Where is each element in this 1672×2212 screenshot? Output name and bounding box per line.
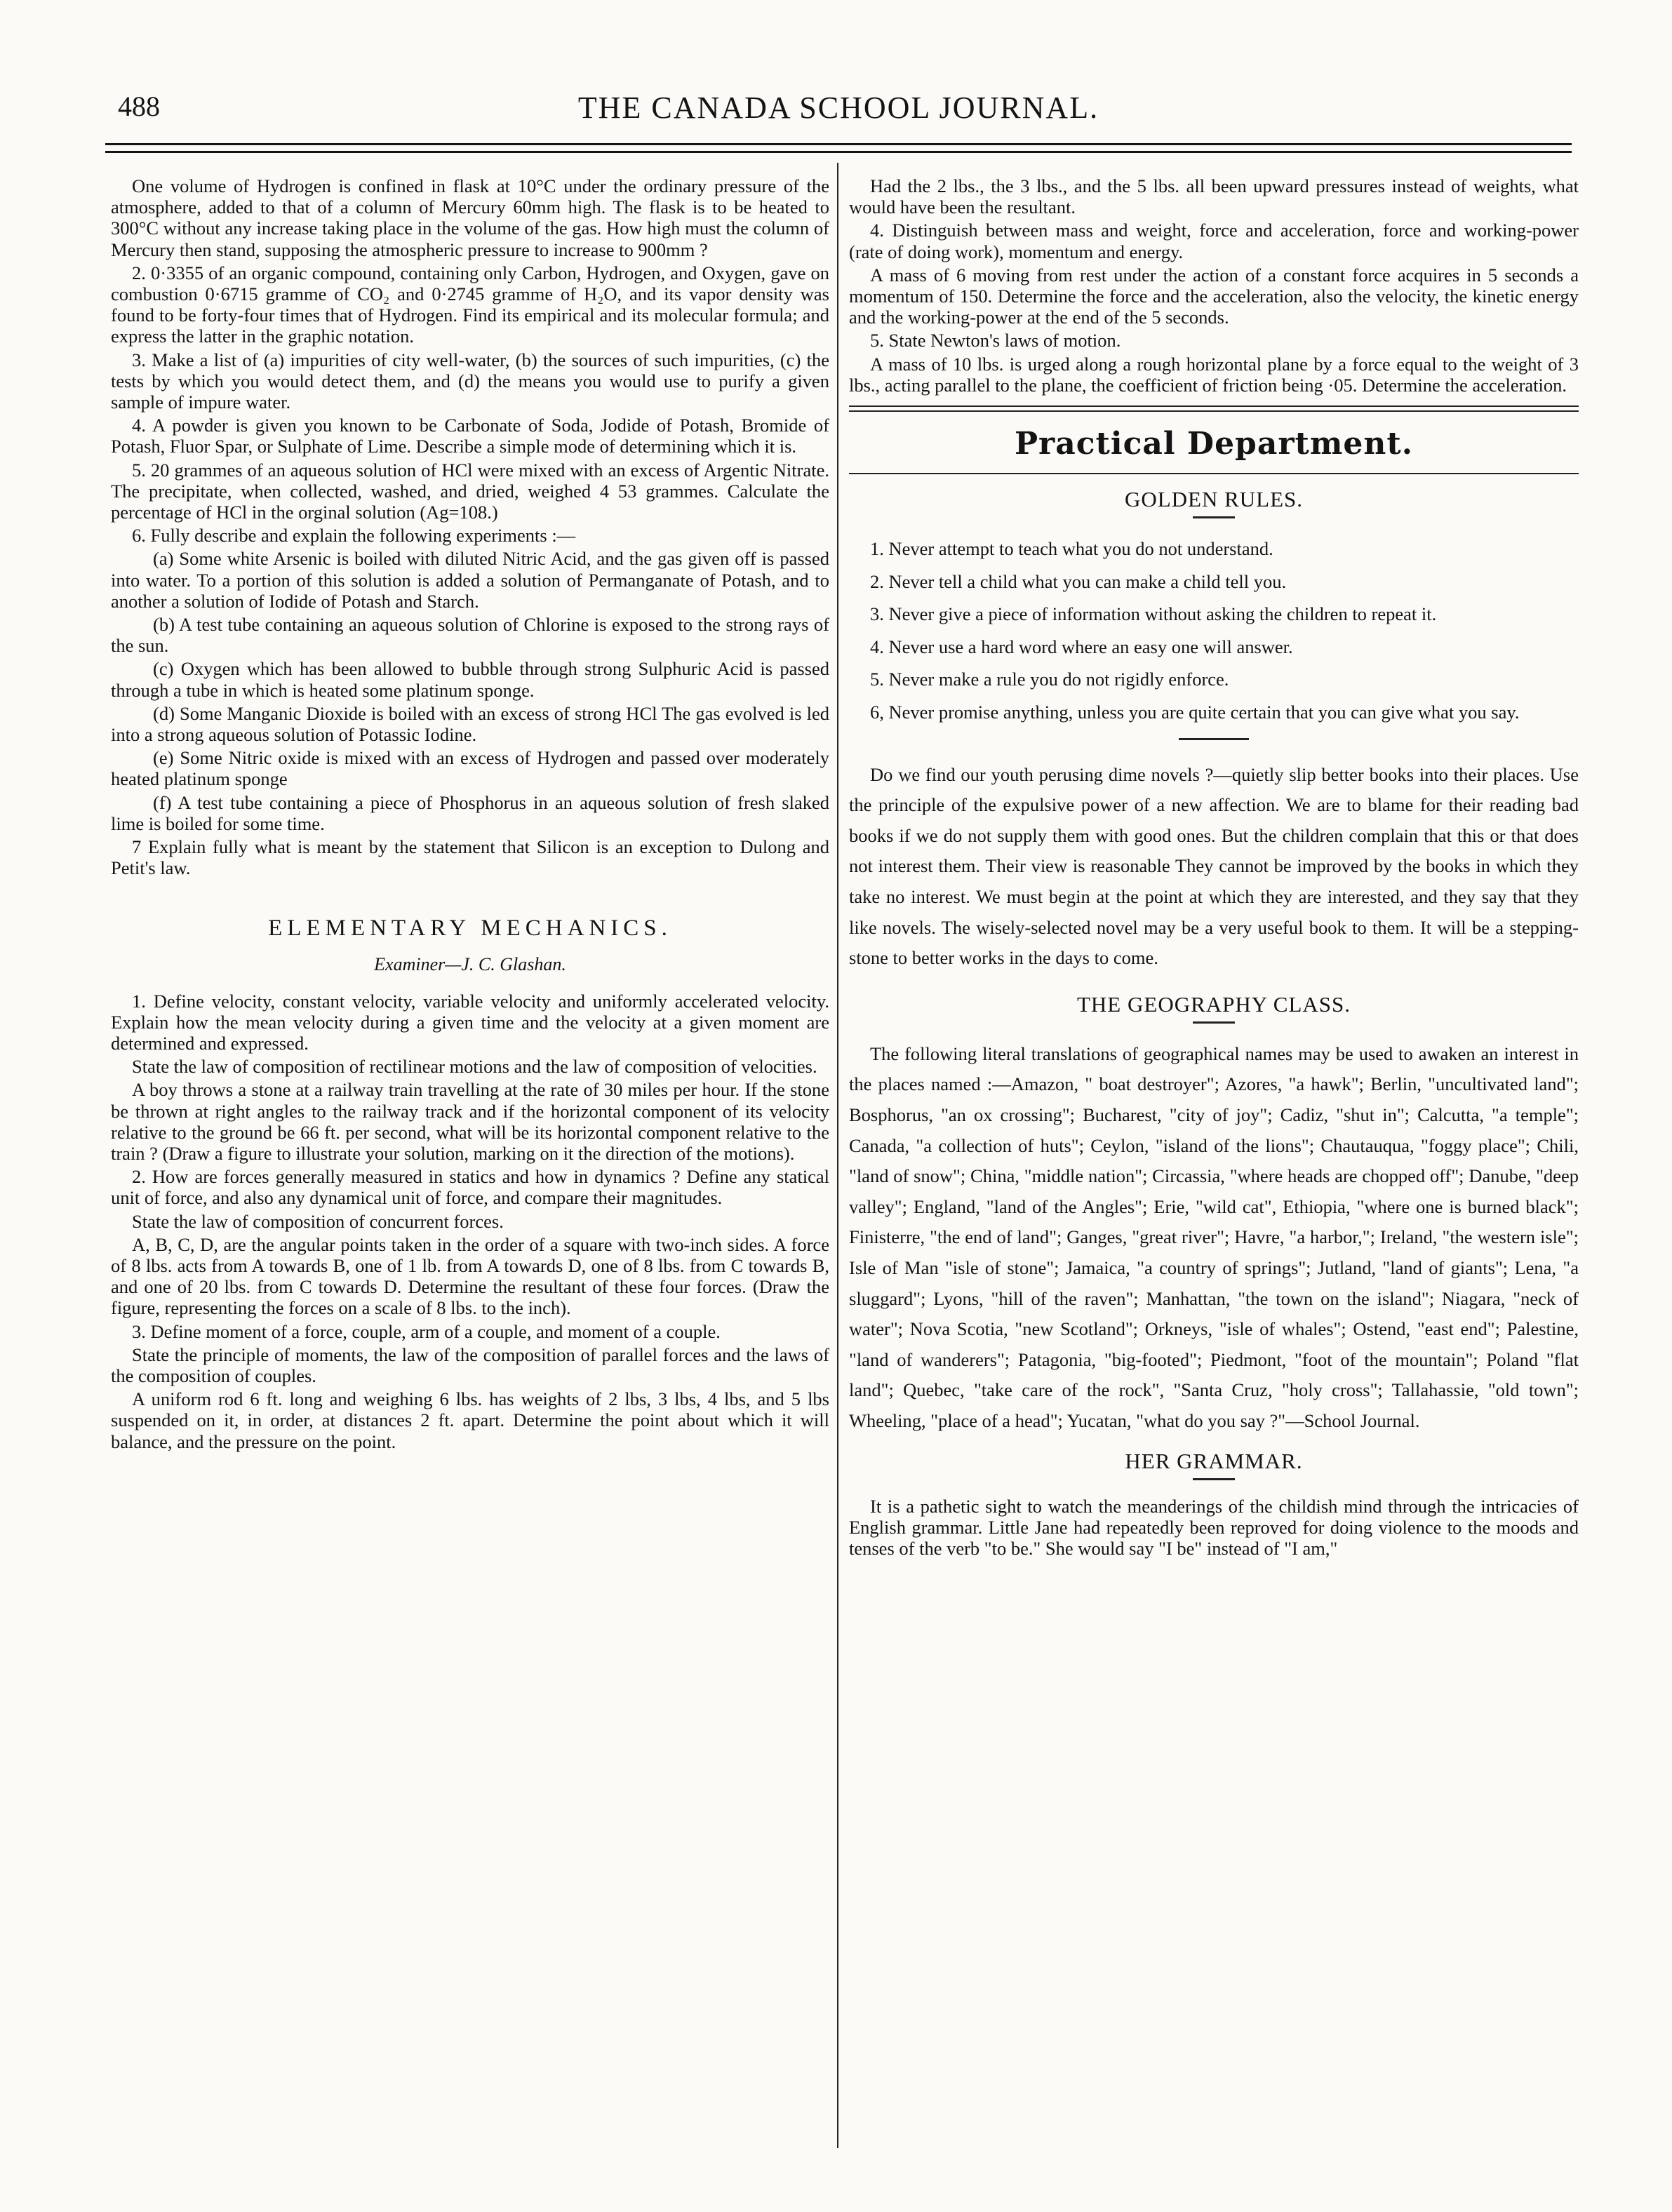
chem-question-5: 5. 20 grammes of an aqueous solution of HCl were mixed with an excess of Argentic Nitrate. The precipitate, when collected, washed, and dried, weighed 4 53 grammes. Calculate the percentage of HCl in the orginal solution (Ag=108.) <box>111 459 829 523</box>
golden-rule: 5. Never make a rule you do not rigidly enforce. <box>870 669 1229 690</box>
heading-dash <box>1193 516 1235 518</box>
golden-rule: 1. Never attempt to teach what you do not understand. <box>870 538 1273 560</box>
mechanics-heading: ELEMENTARY MECHANICS. <box>268 915 672 941</box>
geography-paragraph: The following literal translations of geographical names may be used to awaken an interest in the places named :—Amazon, " boat destroyer"; Azores, "a hawk"; Berlin, "uncultivated land"; Bosphorus, "an ox crossing"; Bucharest, "city of joy"; Cadiz, "shut in"; Calcutta, "a temple"; Canada, "a collection of huts"; Ceylon, "island of the lions"; Chautauqua, "foggy place"; Chili, "land of snow"; China, "middle nation"; Circassia, "where heads are chopped off"; Danube, "deep valley"; England, "land of the Angles"; Erie, "wild cat", Ethiopia, "where one is burned black"; Finisterre, "the end of land"; Ganges, "great river"; Havre, "a harbor,"; Ireland, "the western isle"; Isle of Man "isle of stone"; Jamaica, "a country of springs"; Jutland, "land of giants"; Lena, "a sluggard"; Lyons, "hill of the raven"; Manhattan, "the town on the island"; Niagara, "neck of water"; Nova Scotia, "new Scotland"; Orkneys, "isle of whales"; Ostend, "east end"; Palestine, "land of wanderers"; Patagonia, "big-footed"; Piedmont, "foot of the mountain"; Poland "flat land"; Quebec, "take care of the rock", "Santa Cruz, "holy cross"; Tallahassie, "old town"; Wheeling, "place of a head"; Yucatan, "what do you say ?"—School Journal. <box>849 1043 1579 1431</box>
chem-question-1: One volume of Hydrogen is confined in flask at 10°C under the ordinary pressure of the atmosphere, added to that of a column of Mercury 60mm high. The flask is to be heated to 300°C without any increase taking place in the volume of the gas. How high must the column of Mercury then stand, supposing the atmospheric pressure to increase to 900mm ? <box>111 175 829 260</box>
golden-rules-heading: GOLDEN RULES. <box>1124 487 1304 512</box>
chem-experiment-c: (c) Oxygen which has been allowed to bubble through strong Sulphuric Acid is passed through a tube in which is heated some platinum sponge. <box>111 658 829 701</box>
mech-paragraph: State the law of composition of rectilinear motions and the law of composition of velocities. <box>132 1056 817 1078</box>
chem-experiment-b: (b) A test tube containing an aqueous solution of Chlorine is exposed to the strong rays of the sun. <box>111 614 829 657</box>
mechanics-examiner: Examiner—J. C. Glashan. <box>374 953 566 974</box>
golden-rules-list <box>849 534 1579 728</box>
golden-rule: 6, Never promise anything, unless you are quite certain that you can give what you say. <box>870 702 1520 723</box>
header-rule-top <box>105 143 1572 145</box>
chem-experiment-d: (d) Some Manganic Dioxide is boiled with an excess of strong HCl The gas evolved is led into a strong aqueous solution of Potassic Iodine. <box>111 702 829 746</box>
geography-heading: THE GEOGRAPHY CLASS. <box>1076 991 1351 1017</box>
chem-experiment-f: (f) A test tube containing a piece of Phosphorus in an aqueous solution of fresh slaked lime is boiled for some time. <box>111 791 829 834</box>
chem-question-7: 7 Explain fully what is meant by the statement that Silicon is an exception to Dulong and Petit's law. <box>111 836 829 879</box>
department-heading: Practical Department. <box>1014 426 1414 462</box>
golden-rule: 4. Never use a hard word where an easy one will answer. <box>870 636 1293 657</box>
right-column <box>849 175 1579 1561</box>
mech-paragraph: State the law of composition of concurrent forces. <box>132 1210 504 1232</box>
chem-experiment-a: (a) Some white Arsenic is boiled with diluted Nitric Acid, and the gas given off is passed into water. To a portion of this solution is added a solution of Permanganate of Potash, and to another a solution of Iodide of Potash and Starch. <box>111 548 829 612</box>
chem-question-2: 2. 0·3355 of an organic compound, containing only Carbon, Hydrogen, and Oxygen, gave on combustion 0·6715 gramme of CO₂ and 0·2745 gramme of H₂O, and its vapor density was found to be forty-four times that of Hydrogen. Find its empirical and its molecular formula; and express the latter in the graphic notation. <box>111 262 829 347</box>
department-rule-bottom <box>849 473 1579 474</box>
chem-question-6: 6. Fully describe and explain the following experiments :— <box>132 525 576 547</box>
journal-title: THE CANADA SCHOOL JOURNAL. <box>577 91 1099 125</box>
left-column <box>111 175 829 1454</box>
mech-paragraph: State the principle of moments, the law of the composition of parallel forces and the laws of the composition of couples. <box>111 1343 829 1386</box>
mech-paragraph: 3. Define moment of a force, couple, arm of a couple, and moment of a couple. <box>132 1320 721 1342</box>
mech-continued: Had the 2 lbs., the 3 lbs., and the 5 lbs. all been upward pressures instead of weights, what would have been the resultant. <box>849 175 1579 218</box>
heading-dash <box>1193 1021 1235 1024</box>
heading-dash <box>1193 1478 1235 1480</box>
mech-continued: A mass of 10 lbs. is urged along a rough horizontal plane by a force equal to the weight of 3 lbs., acting parallel to the plane, the coefficient of friction being ·05. Determine the acceleration. <box>849 353 1579 396</box>
page-header <box>105 90 1572 132</box>
page-number: 488 <box>118 91 160 122</box>
chem-experiment-e: (e) Some Nitric oxide is mixed with an excess of Hydrogen and passed over moderately heated platinum sponge <box>111 747 829 790</box>
chem-question-4: 4. A powder is given you known to be Carbonate of Soda, Jodide of Potash, Bromide of Potash, Fluor Spar, or Sulphate of Lime. Describe a simple mode of determining which it is. <box>111 415 829 457</box>
golden-rule: 3. Never give a piece of information without asking the children to repeat it. <box>870 603 1437 625</box>
mech-paragraph: A uniform rod 6 ft. long and weighing 6 lbs. has weights of 2 lbs, 3 lbs, 4 lbs, and 5 lbs suspended on it, in order, at distances 2 ft. apart. Determine the point about which it will balance, and the pressure on the point. <box>111 1388 829 1452</box>
mech-paragraph: A boy throws a stone at a railway train travelling at the rate of 30 miles per hour. If the stone be thrown at right angles to the railway track and if the horizontal component of its velocity relative to the ground be 66 ft. per second, what will be its horizontal component relative to the train ? (Draw a figure to illustrate your solution, marking on it the direction of the motions). <box>111 1079 829 1164</box>
mech-continued: 5. State Newton's laws of motion. <box>870 330 1121 351</box>
mech-continued: A mass of 6 moving from rest under the action of a constant force acquires in 5 seconds a momentum of 150. Determine the force and the acceleration, also the velocity, the kinetic energy and the working-power at the end of the 5 seconds. <box>849 264 1579 328</box>
department-rule-top-2 <box>849 410 1579 412</box>
mech-paragraph: 1. Define velocity, constant velocity, variable velocity and uniformly accelerated velocity. Explain how the mean velocity during a given time and the velocity at a given moment are determined and expressed. <box>111 990 829 1054</box>
section-divider <box>1179 738 1249 740</box>
mech-paragraph: A, B, C, D, are the angular points taken in the order of a square with two-inch sides. A force of 8 lbs. acts from A towards B, one of 1 lb. from A towards D, one of 8 lbs. from C towards B, and one of 20 lbs. from C towards D. Determine the resultant of these four forces. (Draw the figure, representing the forces on a scale of 8 lbs. to the inch). <box>111 1233 829 1319</box>
header-rule-bottom <box>105 151 1572 153</box>
column-divider <box>837 163 838 2148</box>
grammar-paragraph: It is a pathetic sight to watch the meanderings of the childish mind through the intricacies of English grammar. Little Jane had repeatedly been reproved for doing violence to the moods and tenses of the verb "to be." She would say "I be" instead of "I am," <box>849 1496 1579 1560</box>
mech-continued: 4. Distinguish between mass and weight, force and acceleration, force and working-power (rate of doing work), momentum and energy. <box>849 220 1579 262</box>
chem-question-3: 3. Make a list of (a) impurities of city well-water, (b) the sources of such impurities, (c) the tests by which you would detect them, and (d) the means you would use to purify a given sample of impure water. <box>111 349 829 413</box>
novels-paragraph: Do we find our youth perusing dime novels ?—quietly slip better books into their places. Use the principle of the expulsive power of a new affection. We are to blame for their reading bad books if we do not supply them with good ones. But the children complain that this or that does not interest them. Their view is reasonable They cannot be improved by the books in which they take no interest. We must begin at the point at which they are interested, and they say that they like novels. The wisely-selected novel may be a very useful book to them. It will be a stepping-stone to better works in the days to come. <box>849 763 1579 969</box>
mech-paragraph: 2. How are forces generally measured in statics and how in dynamics ? Define any statical unit of force, and also any dynamical unit of force, and compare their magnitudes. <box>111 1166 829 1209</box>
golden-rule: 2. Never tell a child what you can make a child tell you. <box>870 570 1287 592</box>
grammar-heading: HER GRAMMAR. <box>1125 1449 1303 1474</box>
department-rule-top <box>849 405 1579 407</box>
